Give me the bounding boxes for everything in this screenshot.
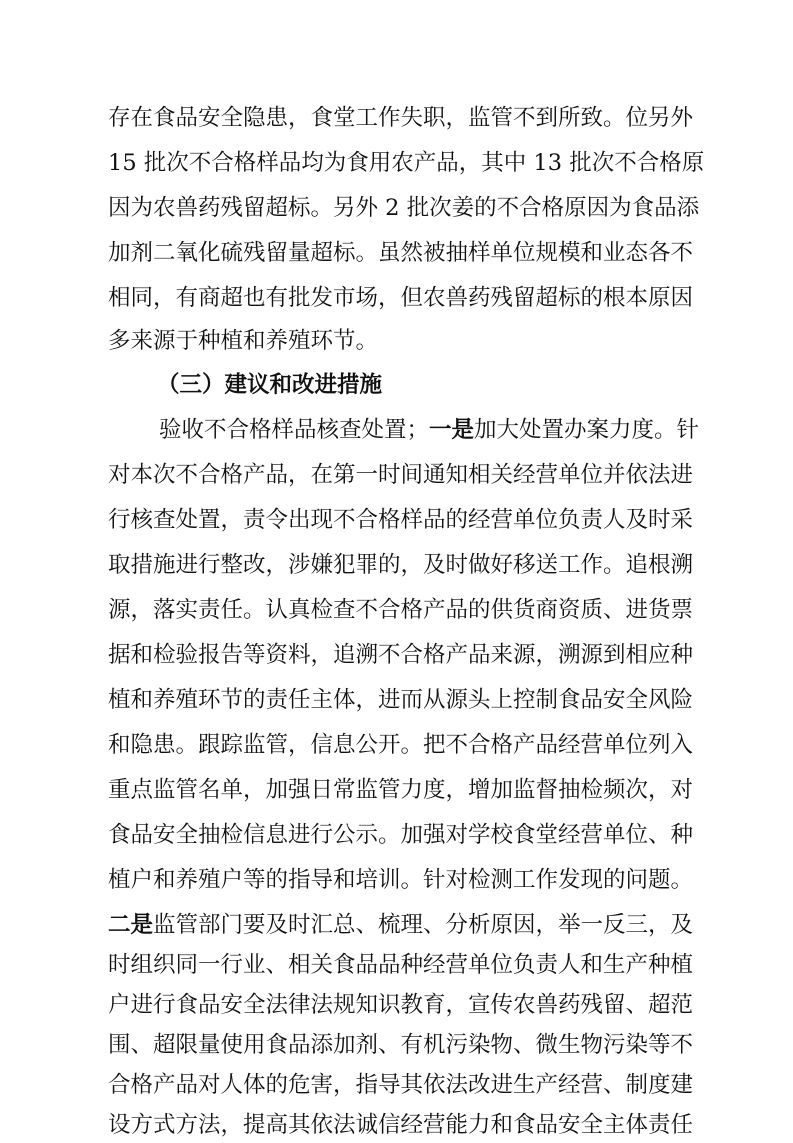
body-text-line: 重点监管名单，加强日常监管力度，增加监督抽检频次，对 — [108, 777, 694, 803]
body-text-line: 加剂二氧化硫残留量超标。虽然被抽样单位规模和业态各不 — [108, 240, 694, 266]
body-text: 加大处置办案力度。针 — [474, 417, 700, 443]
body-text-line: 取措施进行整改，涉嫌犯罪的，及时做好移送工作。追根溯 — [108, 552, 694, 578]
body-text-line: 时组织同一行业、相关食品品种经营单位负责人和生产种植 — [108, 952, 694, 978]
body-text-line: 行核查处置，责令出现不合格样品的经营单位负责人及时采 — [108, 507, 694, 533]
paragraph-first-line — [159, 412, 700, 448]
section-heading: （三）建议和改进措施 — [157, 372, 383, 398]
body-text-line: 15 批次不合格样品均为食用农产品，其中 13 批次不合格原 — [108, 150, 705, 176]
body-text-line: 植和养殖环节的责任主体，进而从源头上控制食品安全风险 — [108, 687, 694, 713]
body-text: 监管部门要及时汇总、梳理、分析原因，举一反三，及 — [153, 912, 694, 938]
emphasis-text: 一是 — [429, 417, 475, 443]
emphasis-text: 二是 — [108, 912, 154, 938]
body-text-line: 源，落实责任。认真检查不合格产品的供货商资质、进货票 — [108, 597, 694, 623]
body-text-line: 户进行食品安全法律法规知识教育，宣传农兽药残留、超范 — [108, 992, 694, 1018]
body-text-line: 设方式方法，提高其依法诚信经营能力和食品安全主体责任 — [108, 1112, 694, 1138]
body-text-line: 围、超限量使用食品添加剂、有机污染物、微生物污染等不 — [108, 1032, 694, 1058]
body-text-line: 因为农兽药残留超标。另外 2 批次姜的不合格原因为食品添 — [108, 195, 700, 221]
body-text-line: 植户和养殖户等的指导和培训。针对检测工作发现的问题。 — [108, 867, 694, 893]
body-text-line: 存在食品安全隐患，食堂工作失职，监管不到所致。位另外 — [108, 105, 694, 131]
body-text-line: 多来源于种植和养殖环节。 — [108, 328, 379, 354]
body-text-line: 对本次不合格产品，在第一时间通知相关经营单位并依法进 — [108, 462, 694, 488]
body-text-line: 合格产品对人体的危害，指导其依法改进生产经营、制度建 — [108, 1072, 694, 1098]
body-text-line: 相同，有商超也有批发市场，但农兽药残留超标的根本原因 — [108, 285, 694, 311]
paragraph-first-line — [108, 907, 694, 943]
body-text-line: 据和检验报告等资料，追溯不合格产品来源，溯源到相应种 — [108, 642, 694, 668]
body-text: 验收不合格样品核查处置； — [159, 417, 430, 443]
body-text-line: 食品安全抽检信息进行公示。加强对学校食堂经营单位、种 — [108, 822, 694, 848]
body-text-line: 和隐患。跟踪监管，信息公开。把不合格产品经营单位列入 — [108, 732, 694, 758]
